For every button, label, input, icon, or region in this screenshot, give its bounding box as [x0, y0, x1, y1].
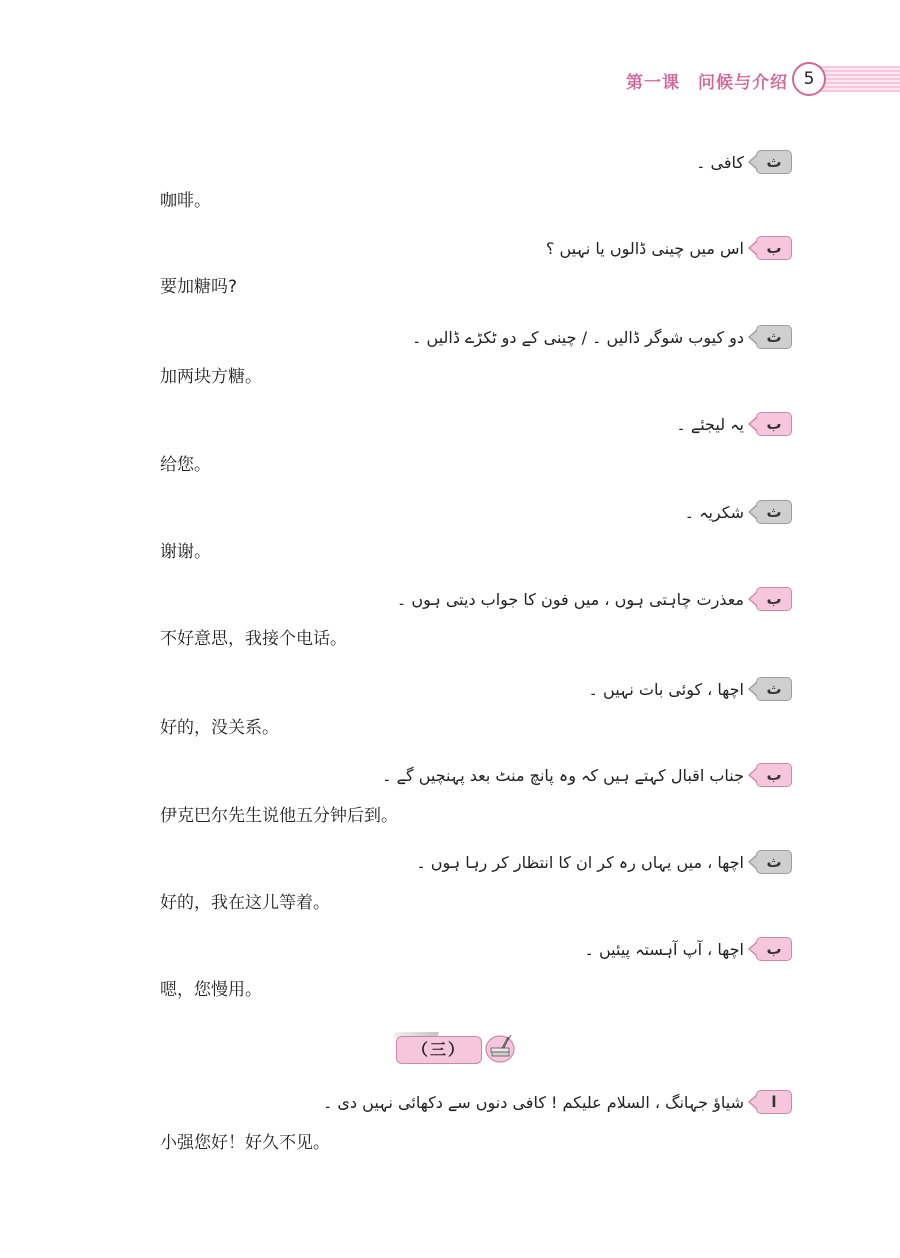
- urdu-text: اس میں چینی ڈالوں یا نہیں ؟: [545, 238, 744, 258]
- chinese-translation: 小强您好！好久不见。: [160, 1133, 330, 1153]
- urdu-line: [382, 763, 792, 787]
- speaker-tag: ث: [756, 677, 792, 701]
- chinese-translation: 要加糖吗?: [160, 277, 238, 297]
- speaker-tag: ث: [756, 325, 792, 349]
- urdu-line: [416, 850, 792, 874]
- chinese-translation: 不好意思，我接个电话。: [160, 629, 347, 649]
- urdu-line: [676, 412, 792, 436]
- urdu-text: اچھا ، میں یہاں رہ کر ان کا انتظار کر رہا ہوں ۔: [416, 852, 744, 872]
- urdu-text: شکریہ ۔: [684, 502, 744, 522]
- urdu-line: [397, 587, 792, 611]
- urdu-text: کافی ۔: [696, 152, 744, 172]
- speaker-tag: ب: [756, 937, 792, 961]
- chinese-translation: 伊克巴尔先生说他五分钟后到。: [160, 806, 398, 826]
- urdu-line: [323, 1090, 792, 1114]
- speaker-tag: ب: [756, 587, 792, 611]
- page-number: 5: [792, 62, 826, 96]
- urdu-text: یہ لیجئے ۔: [676, 414, 744, 434]
- urdu-line: [546, 236, 792, 260]
- section-marker: [394, 1032, 518, 1066]
- chinese-translation: 谢谢。: [160, 542, 211, 562]
- chinese-translation: 加两块方糖。: [160, 367, 262, 387]
- lesson-title: 第一课 问候与介绍: [626, 73, 788, 93]
- chinese-translation: 好的，我在这儿等着。: [160, 893, 330, 913]
- urdu-line: [412, 325, 792, 349]
- speaker-tag: ث: [756, 850, 792, 874]
- chinese-translation: 好的，没关系。: [160, 718, 279, 738]
- section-label: （三）: [396, 1036, 482, 1064]
- urdu-text: دو کیوب شوگر ڈالیں ۔ / چینی کے دو ٹکڑے ڈالیں ۔: [412, 327, 744, 347]
- chinese-translation: 嗯，您慢用。: [160, 980, 262, 1000]
- urdu-line: [685, 500, 792, 524]
- urdu-line: [585, 937, 792, 961]
- speaker-tag: ب: [756, 763, 792, 787]
- urdu-text: اچھا ، آپ آہستہ پیئیں ۔: [584, 939, 744, 959]
- urdu-line: [696, 150, 792, 174]
- urdu-text: جناب اقبال کہتے ہیں کہ وہ پانچ منٹ بعد پہنچیں گے ۔: [382, 765, 744, 785]
- urdu-text: معذرت چاہتی ہوں ، میں فون کا جواب دیتی ہوں ۔: [396, 589, 744, 609]
- urdu-line: [589, 677, 792, 701]
- speaker-tag: ا: [756, 1090, 792, 1114]
- speaker-tag: ث: [756, 500, 792, 524]
- urdu-text: اچھا ، کوئی بات نہیں ۔: [588, 679, 744, 699]
- book-quill-icon: [484, 1032, 516, 1064]
- chinese-translation: 给您。: [160, 455, 211, 475]
- speaker-tag: ب: [756, 236, 792, 260]
- urdu-text: شیاؤ جہانگ ، السلام علیکم ! کافی دنوں سے دکھائی نہیں دی ۔: [322, 1092, 744, 1112]
- speaker-tag: ث: [756, 150, 792, 174]
- chinese-translation: 咖啡。: [160, 191, 211, 211]
- speaker-tag: ب: [756, 412, 792, 436]
- page-header: [600, 60, 900, 100]
